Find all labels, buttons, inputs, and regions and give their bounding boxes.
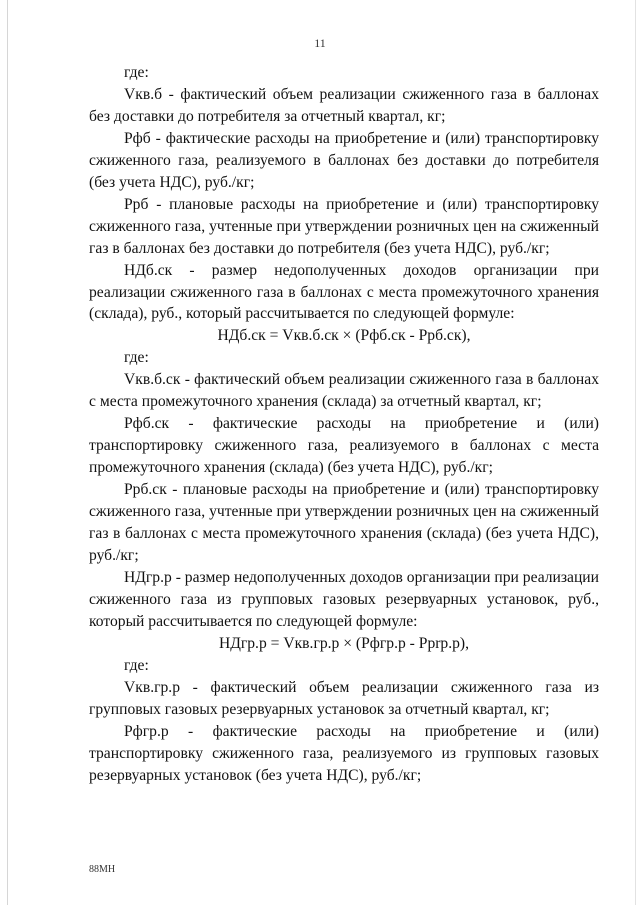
definition-paragraph: Рфб - фактические расходы на приобретение и (или) транспортировку сжиженного газа, реализуемого в баллонах без доставки до потребителя (без учета НДС), руб./кг;	[89, 129, 599, 191]
definition-paragraph: Рфгр.р - фактические расходы на приобретение и (или) транспортировку сжиженного газа, реализуемого из групповых газовых резервуарных установок (без учета НДС), руб./кг;	[89, 722, 599, 784]
definition-paragraph: Ррб - плановые расходы на приобретение и (или) транспортировку сжиженного газа, учтенные при утверждении розничных цен на сжиженный газ в баллонах без доставки до потребителя (без учета НДС), руб./кг;	[89, 195, 599, 257]
page-number: 11	[314, 36, 326, 50]
where-label: где:	[124, 64, 149, 81]
formula-line: НДб.ск = Vкв.б.ск × (Рфб.ск - Ррб.ск),	[217, 327, 471, 345]
scan-edge-left	[7, 0, 8, 905]
scan-edge-right	[635, 0, 636, 905]
definition-paragraph: НДб.ск - размер недополученных доходов организации при реализации сжиженного газа в баллонах с места промежуточного хранения (склада), руб., который рассчитывается по следующей формуле:	[89, 261, 599, 323]
definition-paragraph: НДгр.р - размер недополученных доходов организации при реализации сжиженного газа из групповых газовых резервуарных установок, руб., который рассчитывается по следующей формуле:	[89, 568, 599, 630]
definition-paragraph: Vкв.гр.р - фактический объем реализации сжиженного газа из групповых газовых резервуарных установок за отчетный квартал, кг;	[89, 678, 599, 718]
formula-line: НДгр.р = Vкв.гр.р × (Рфгр.р - Ррrр.р),	[218, 634, 470, 652]
definition-paragraph: Vкв.б.ск - фактический объем реализации сжиженного газа в баллонах с места промежуточного хранения (склада) за отчетный квартал, кг;	[89, 371, 599, 411]
definition-paragraph: Ррб.ск - плановые расходы на приобретение и (или) транспортировку сжиженного газа, учтенные при утверждении розничных цен на сжиженный газ в баллонах с места промежуточного хранения (склада) (без учета НДС), руб./кг;	[89, 481, 599, 564]
where-label: где:	[124, 349, 149, 367]
definition-paragraph: Рфб.ск - фактические расходы на приобретение и (или) транспортировку сжиженного газа, реализуемого в баллонах с места промежуточного хранения (склада) (без учета НДС), руб./кг;	[89, 415, 599, 477]
document-body	[89, 62, 599, 786]
definition-paragraph: Vкв.б - фактический объем реализации сжиженного газа в баллонах без доставки до потребителя за отчетный квартал, кг;	[89, 85, 599, 125]
where-label: где:	[124, 656, 149, 674]
footer-code: 88МН	[89, 864, 116, 875]
